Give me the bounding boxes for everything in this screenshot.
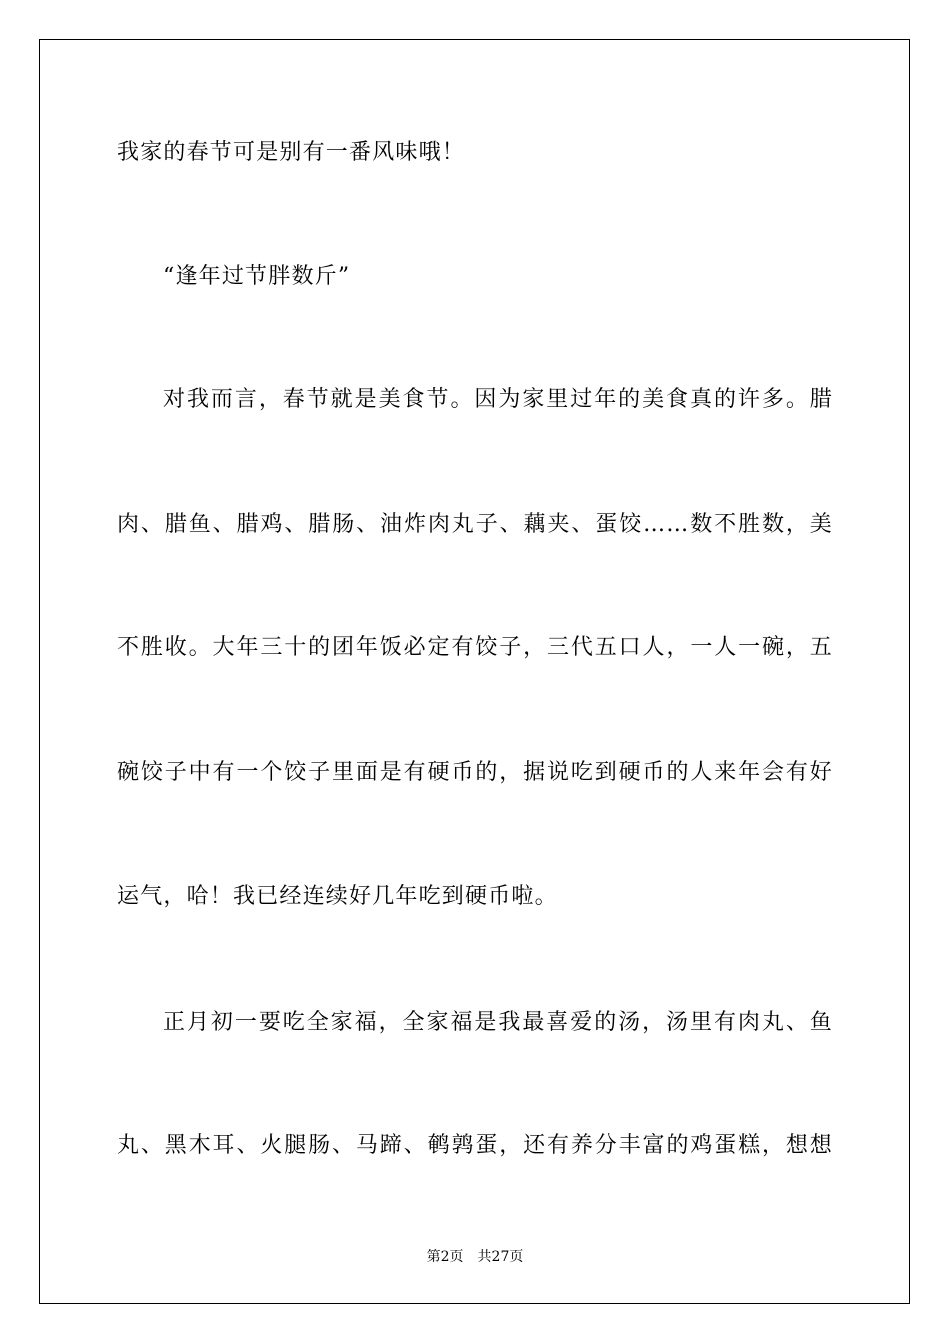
section-heading: “逢年过节胖数斤”	[163, 264, 351, 289]
text-line-7: 运气，哈！我已经连续好几年吃到硬币啦。	[117, 884, 558, 909]
text-line-5: 不胜收。大年三十的团年饭必定有饺子，三代五口人，一人一碗，五	[117, 635, 833, 660]
page-border	[39, 39, 910, 1304]
text-line-4: 肉、腊鱼、腊鸡、腊肠、油炸肉丸子、藕夹、蛋饺……数不胜数，美	[117, 512, 833, 537]
text-line-1: 我家的春节可是别有一番风味哦！	[117, 140, 466, 165]
text-line-6: 碗饺子中有一个饺子里面是有硬币的，据说吃到硬币的人来年会有好	[117, 760, 833, 785]
page-number-current: 第2页	[426, 1249, 464, 1265]
text-line-8: 正月初一要吃全家福，全家福是我最喜爱的汤，汤里有肉丸、鱼	[163, 1010, 833, 1035]
text-line-3: 对我而言，春节就是美食节。因为家里过年的美食真的许多。腊	[163, 387, 833, 412]
page-footer	[0, 1247, 950, 1267]
text-line-9: 丸、黑木耳、火腿肠、马蹄、鹌鹑蛋，还有养分丰富的鸡蛋糕，想想	[117, 1133, 833, 1158]
page-number-total: 共27页	[477, 1249, 524, 1265]
